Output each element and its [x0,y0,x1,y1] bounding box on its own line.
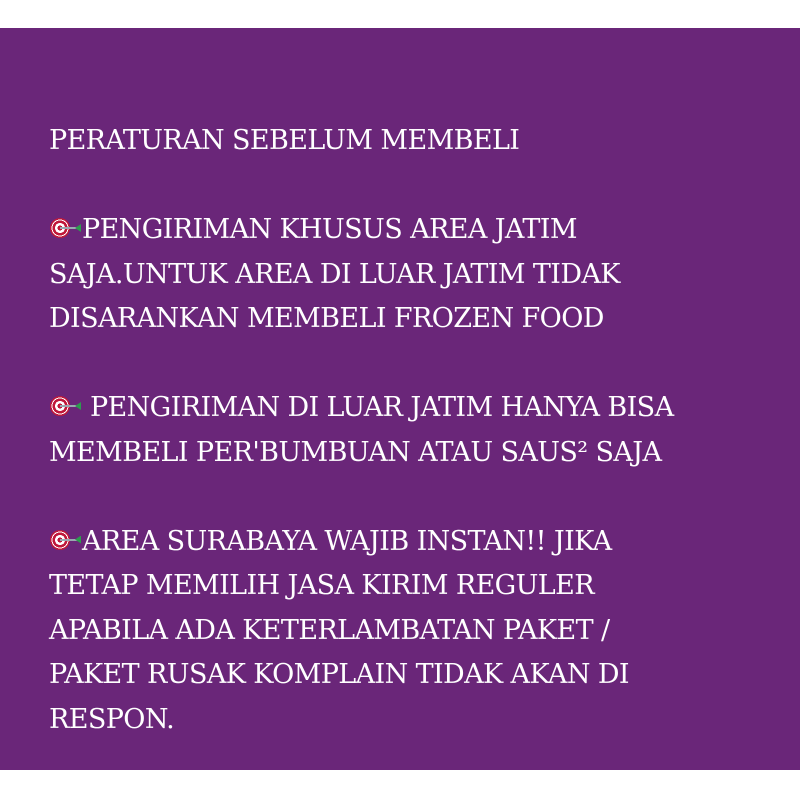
rule-line: SAJA.UNTUK AREA DI LUAR JATIM TIDAK [49,258,620,290]
rule-line: APABILA ADA KETERLAMBATAN PAKET / [49,614,610,646]
rule-line [49,386,779,431]
rule-item-outside-area [49,386,779,475]
page-title: PERATURAN SEBELUM MEMBELI [49,125,520,156]
target-dart-icon [49,527,82,553]
rule-line: MEMBELI PER'BUMBUAN ATAU SAUS² SAJA [49,436,662,468]
rule-text: PENGIRIMAN DI LUAR JATIM HANYA BISA [82,392,674,423]
rules-text [49,119,779,742]
rule-line [49,520,779,565]
rule-text: PENGIRIMAN KHUSUS AREA JATIM [82,214,577,245]
rule-line: PAKET RUSAK KOMPLAIN TIDAK AKAN DI [49,659,629,690]
target-dart-icon [49,215,82,241]
rule-line: RESPON. [49,703,175,735]
rule-line [49,208,779,253]
rule-text: AREA SURABAYA WAJIB INSTAN!! JIKA [82,525,612,557]
rule-item-shipping-area [49,208,779,342]
rule-line: TETAP MEMILIH JASA KIRIM REGULER [49,570,594,601]
rule-item-surabaya [49,520,779,743]
rule-line: DISARANKAN MEMBELI FROZEN FOOD [49,303,604,334]
target-dart-icon [49,393,82,419]
rules-panel [0,28,800,770]
